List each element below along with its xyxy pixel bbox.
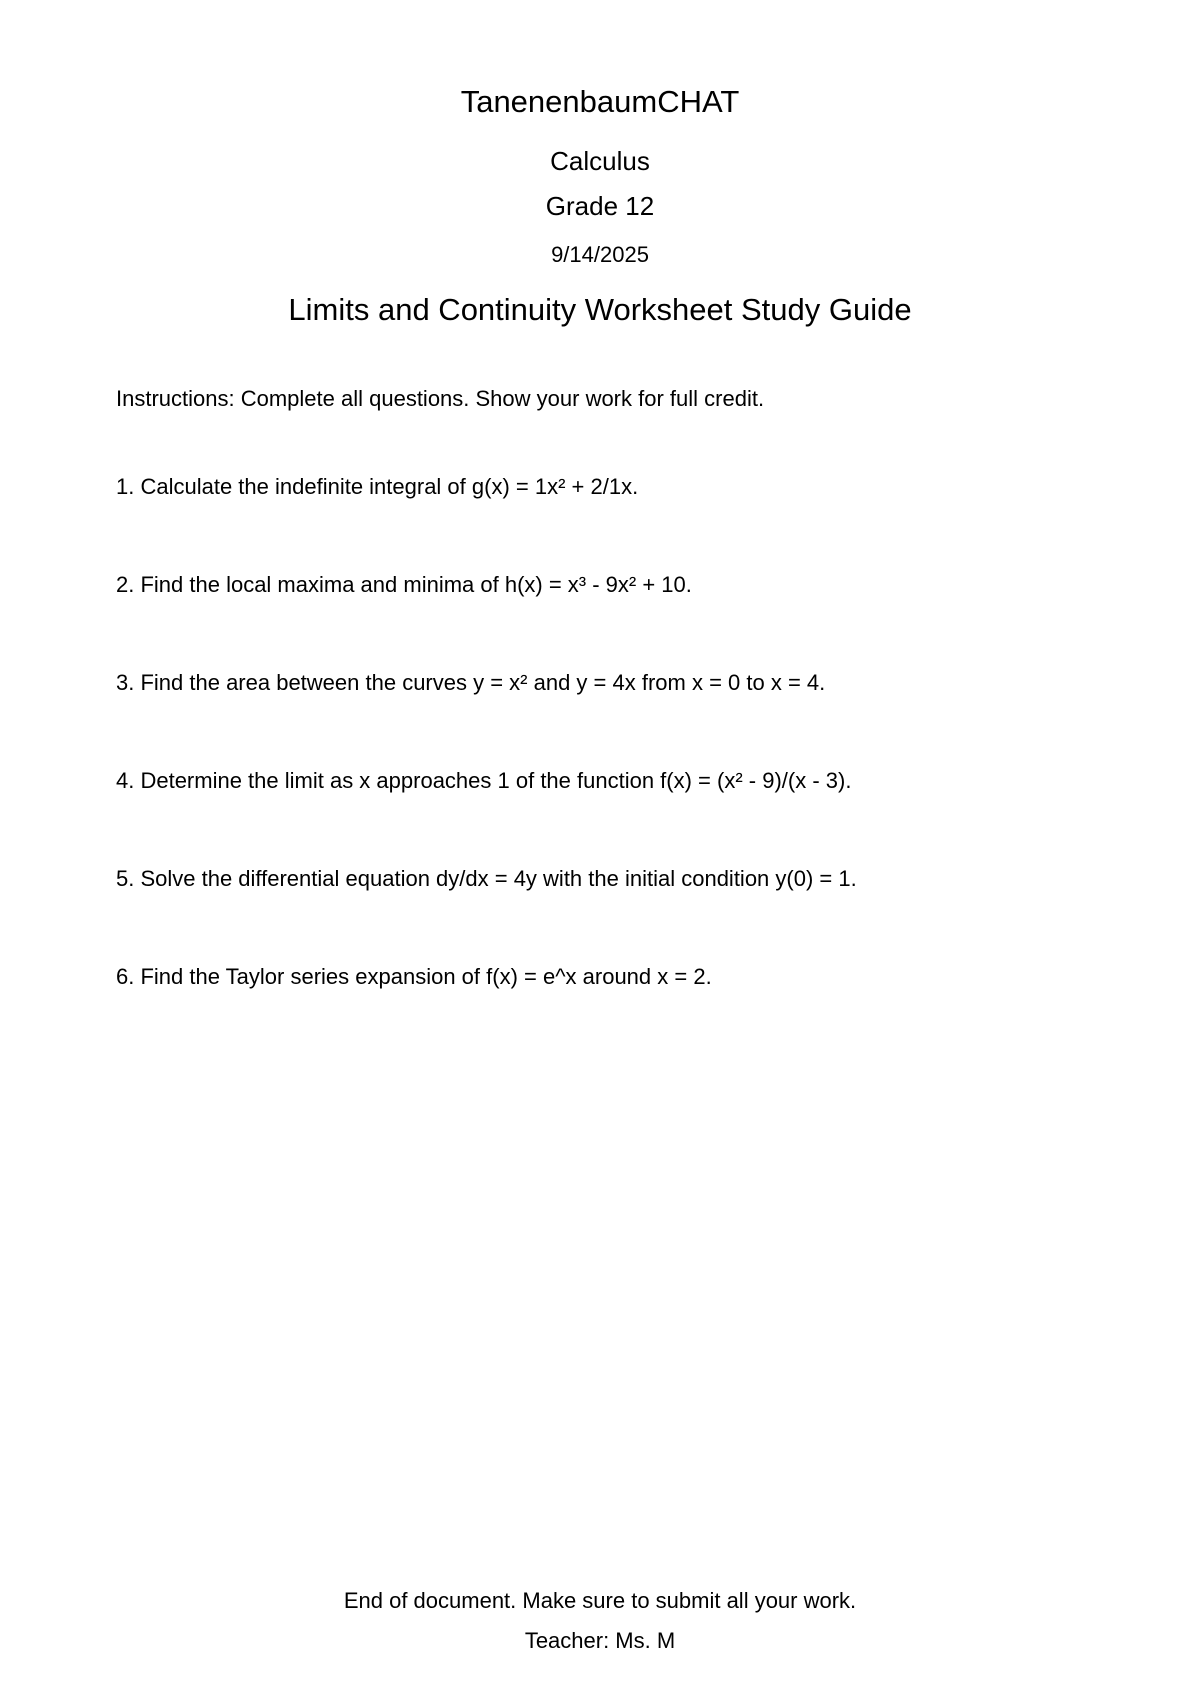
page-title: Limits and Continuity Worksheet Study Guide — [288, 292, 912, 327]
subject-label: Calculus — [550, 146, 650, 176]
question-5: 5. Solve the differential equation dy/dx = 4y with the initial condition y(0) = 1. — [116, 866, 857, 891]
question-4: 4. Determine the limit as x approaches 1 of the function f(x) = (x² - 9)/(x - 3). — [116, 768, 852, 793]
organization-name: TanenenbaumCHAT — [460, 84, 740, 119]
question-1: 1. Calculate the indefinite integral of g(x) = 1x² + 2/1x. — [116, 474, 639, 499]
question-6: 6. Find the Taylor series expansion of f(x) = e^x around x = 2. — [116, 964, 712, 989]
teacher-name: Teacher: Ms. M — [524, 1628, 676, 1653]
instructions-text: Instructions: Complete all questions. Show your work for full credit. — [116, 386, 765, 411]
document-date: 9/14/2025 — [551, 242, 649, 267]
grade-label: Grade 12 — [545, 191, 655, 221]
footer-note: End of document. Make sure to submit all your work. — [343, 1588, 857, 1613]
question-3: 3. Find the area between the curves y = x² and y = 4x from x = 0 to x = 4. — [116, 670, 826, 695]
question-2: 2. Find the local maxima and minima of h(x) = x³ - 9x² + 10. — [116, 572, 692, 597]
